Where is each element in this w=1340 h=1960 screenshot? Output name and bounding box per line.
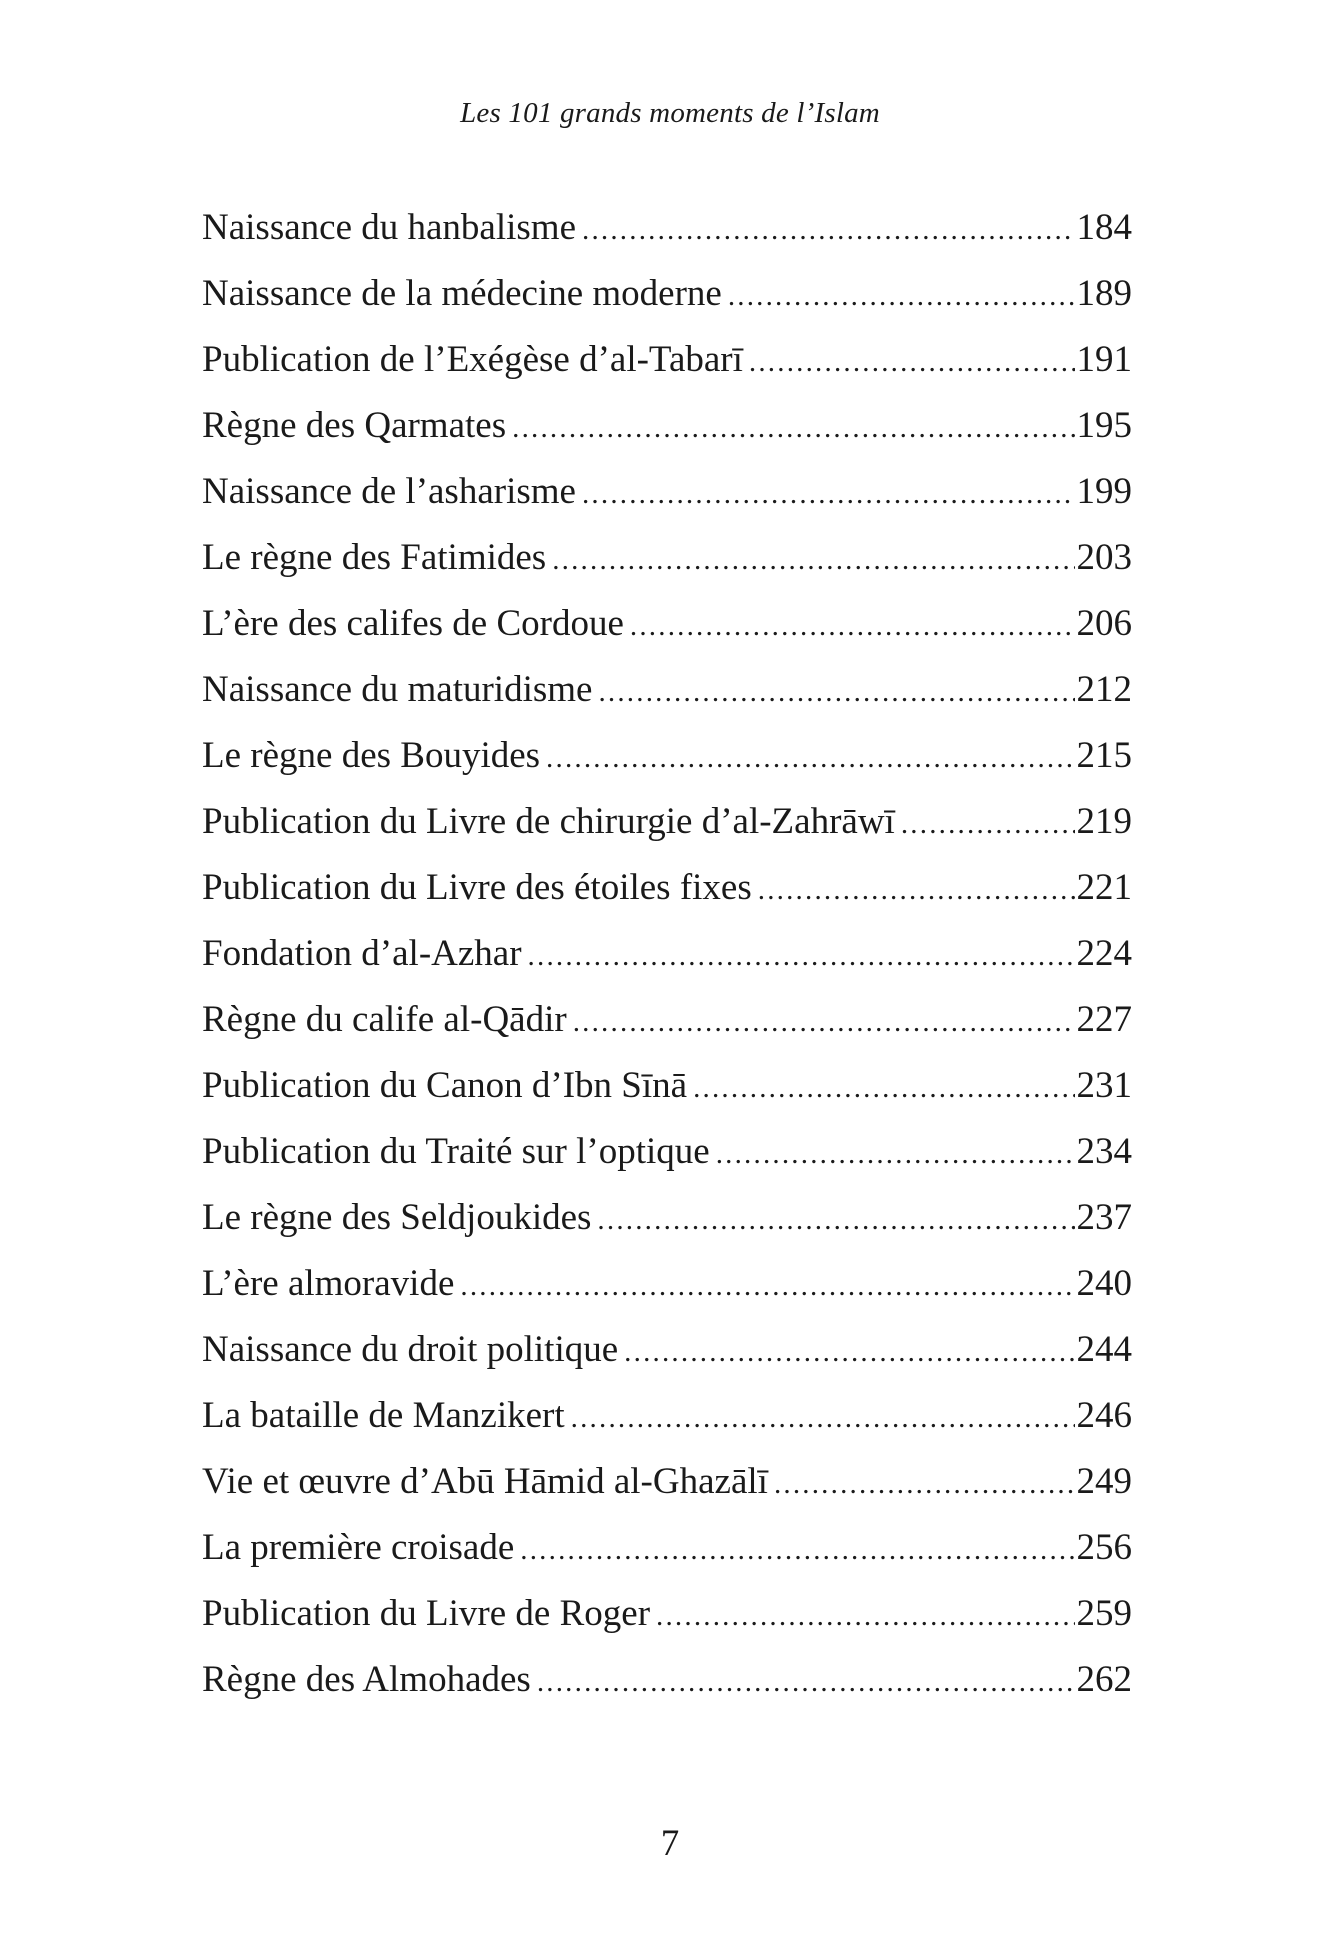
toc-entry bbox=[202, 1383, 1132, 1449]
dot-leader bbox=[598, 659, 1074, 725]
toc-entry-title: Règne des Qarmates bbox=[202, 405, 507, 446]
toc-entry-title: Naissance du maturidisme bbox=[202, 669, 593, 710]
toc-entry-page: 199 bbox=[1076, 471, 1132, 512]
page-number: 7 bbox=[660, 1823, 680, 1864]
toc-entry-page: 231 bbox=[1076, 1065, 1132, 1106]
dot-leader bbox=[749, 329, 1075, 395]
toc-entry-page: 244 bbox=[1076, 1329, 1132, 1370]
toc-entry bbox=[202, 1515, 1132, 1581]
toc-entry-title: Fondation d’al-Azhar bbox=[202, 933, 522, 974]
toc-entry-page: 262 bbox=[1076, 1659, 1132, 1700]
dot-leader bbox=[597, 1187, 1074, 1253]
toc-entry-page: 219 bbox=[1076, 801, 1132, 842]
toc-entry-title: Naissance de l’asharisme bbox=[202, 471, 576, 512]
dot-leader bbox=[716, 1121, 1075, 1187]
toc-entry bbox=[202, 1581, 1132, 1647]
toc-entry-title: Naissance du droit politique bbox=[202, 1329, 619, 1370]
toc-entry bbox=[202, 987, 1132, 1053]
toc-entry bbox=[202, 1053, 1132, 1119]
toc-entry-title: La bataille de Manzikert bbox=[202, 1395, 565, 1436]
toc-entry-page: 227 bbox=[1076, 999, 1132, 1040]
dot-leader bbox=[520, 1517, 1074, 1583]
toc-entry bbox=[202, 1119, 1132, 1185]
dot-leader bbox=[537, 1649, 1075, 1715]
toc-entry bbox=[202, 195, 1132, 261]
toc-entry-page: 259 bbox=[1076, 1593, 1132, 1634]
toc-entry bbox=[202, 261, 1132, 327]
toc-entry bbox=[202, 1317, 1132, 1383]
table-of-contents bbox=[202, 195, 1132, 1713]
toc-entry-title: Naissance du hanbalisme bbox=[202, 207, 576, 248]
toc-entry-title: Publication du Livre des étoiles fixes bbox=[202, 867, 752, 908]
toc-entry-title: Règne des Almohades bbox=[202, 1659, 531, 1700]
toc-entry bbox=[202, 327, 1132, 393]
toc-entry-page: 237 bbox=[1076, 1197, 1132, 1238]
toc-entry-title: Le règne des Bouyides bbox=[202, 735, 541, 776]
toc-entry-page: 256 bbox=[1076, 1527, 1132, 1568]
dot-leader bbox=[582, 461, 1075, 527]
toc-entry-page: 203 bbox=[1076, 537, 1132, 578]
dot-leader bbox=[528, 923, 1075, 989]
dot-leader bbox=[693, 1055, 1074, 1121]
toc-entry-title: Publication du Livre de chirurgie d’al-Zahrāwī bbox=[202, 801, 895, 842]
toc-entry-page: 191 bbox=[1076, 339, 1132, 380]
toc-entry-title: Publication du Traité sur l’optique bbox=[202, 1131, 710, 1172]
toc-entry-page: 215 bbox=[1076, 735, 1132, 776]
dot-leader bbox=[546, 725, 1074, 791]
dot-leader bbox=[512, 395, 1074, 461]
dot-leader bbox=[758, 857, 1075, 923]
toc-entry-page: 206 bbox=[1076, 603, 1132, 644]
dot-leader bbox=[901, 791, 1075, 857]
toc-entry bbox=[202, 789, 1132, 855]
dot-leader bbox=[573, 989, 1075, 1055]
running-header: Les 101 grands moments de l’Islam bbox=[460, 97, 880, 129]
toc-entry bbox=[202, 1449, 1132, 1515]
toc-entry bbox=[202, 657, 1132, 723]
toc-entry bbox=[202, 1185, 1132, 1251]
toc-entry-page: 240 bbox=[1076, 1263, 1132, 1304]
toc-entry bbox=[202, 1647, 1132, 1713]
toc-entry bbox=[202, 393, 1132, 459]
dot-leader bbox=[552, 527, 1074, 593]
toc-entry-page: 195 bbox=[1076, 405, 1132, 446]
toc-entry bbox=[202, 525, 1132, 591]
dot-leader bbox=[571, 1385, 1075, 1451]
dot-leader bbox=[774, 1451, 1075, 1517]
dot-leader bbox=[728, 263, 1075, 329]
toc-entry bbox=[202, 855, 1132, 921]
toc-entry-page: 189 bbox=[1076, 273, 1132, 314]
toc-entry-title: Publication du Livre de Roger bbox=[202, 1593, 651, 1634]
toc-entry-title: Règne du calife al-Qādir bbox=[202, 999, 567, 1040]
dot-leader bbox=[624, 1319, 1074, 1385]
toc-entry bbox=[202, 459, 1132, 525]
toc-entry-page: 212 bbox=[1076, 669, 1132, 710]
toc-entry-title: Publication de l’Exégèse d’al-Tabarī bbox=[202, 339, 743, 380]
toc-entry-title: L’ère des califes de Cordoue bbox=[202, 603, 624, 644]
toc-entry-title: L’ère almoravide bbox=[202, 1263, 455, 1304]
toc-entry-title: Le règne des Fatimides bbox=[202, 537, 547, 578]
toc-entry-title: Le règne des Seldjoukides bbox=[202, 1197, 592, 1238]
toc-entry-page: 234 bbox=[1076, 1131, 1132, 1172]
toc-entry bbox=[202, 591, 1132, 657]
toc-entry-page: 224 bbox=[1076, 933, 1132, 974]
toc-entry-page: 221 bbox=[1076, 867, 1132, 908]
toc-entry-title: La première croisade bbox=[202, 1527, 515, 1568]
toc-entry-title: Publication du Canon d’Ibn Sīnā bbox=[202, 1065, 688, 1106]
toc-entry bbox=[202, 723, 1132, 789]
dot-leader bbox=[460, 1253, 1074, 1319]
toc-entry bbox=[202, 1251, 1132, 1317]
toc-entry-page: 249 bbox=[1076, 1461, 1132, 1502]
dot-leader bbox=[656, 1583, 1074, 1649]
toc-entry-title: Vie et œuvre d’Abū Hāmid al-Ghazālī bbox=[202, 1461, 768, 1502]
toc-entry-page: 246 bbox=[1076, 1395, 1132, 1436]
dot-leader bbox=[630, 593, 1075, 659]
toc-entry bbox=[202, 921, 1132, 987]
toc-entry-page: 184 bbox=[1076, 207, 1132, 248]
dot-leader bbox=[582, 197, 1075, 263]
toc-entry-title: Naissance de la médecine moderne bbox=[202, 273, 722, 314]
